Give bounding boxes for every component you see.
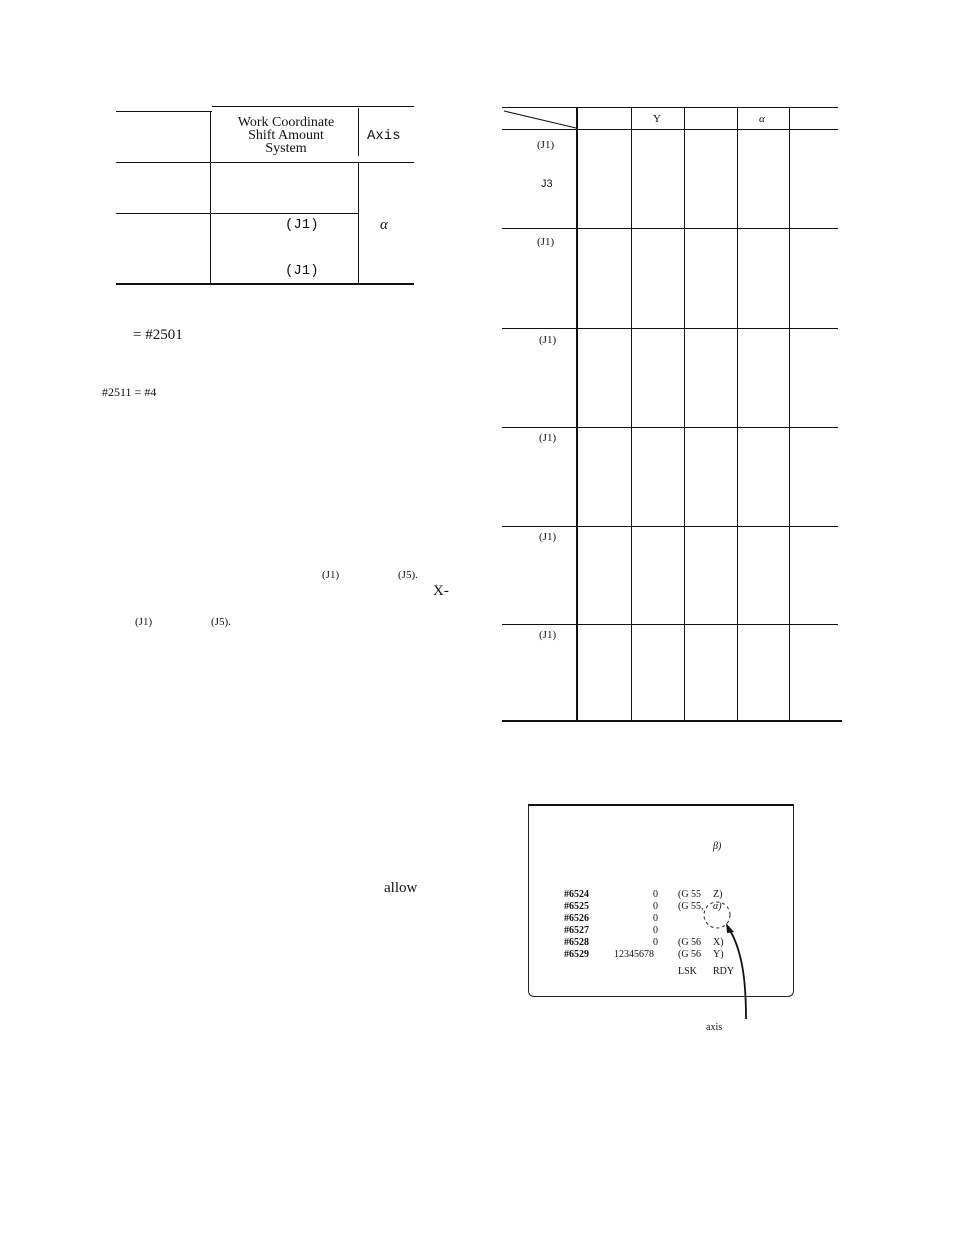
status-lsk: LSK — [678, 966, 697, 977]
param-number: #6524 — [564, 889, 589, 900]
row-label-j1: (J1) — [539, 629, 557, 641]
param-axis: X) — [713, 937, 724, 948]
param-note: (G 55, — [678, 901, 704, 912]
word-allow: allow — [384, 880, 418, 896]
status-rdy: RDY — [713, 966, 735, 977]
row-label-j1: (J1) — [539, 531, 557, 543]
header-line: System — [265, 141, 307, 156]
table-header-rule — [116, 162, 414, 163]
right-row-rule — [502, 328, 838, 329]
row-label-j1: (J1) — [537, 236, 555, 248]
param-value: 12345678 — [614, 949, 654, 960]
param-axis: Z) — [713, 889, 723, 900]
equation-2511: #2511 = #4 — [102, 385, 157, 399]
right-col-divider — [576, 107, 578, 722]
right-col-divider — [631, 107, 632, 721]
param-axis: α) — [713, 901, 722, 912]
ref-x-axis: X- — [433, 583, 449, 599]
caption-axis: axis — [706, 1022, 723, 1033]
table-header-axis: Axis — [367, 128, 401, 144]
table-axis-alpha: α — [380, 217, 388, 233]
header-y: Y — [653, 113, 661, 125]
param-axis: Y) — [713, 949, 724, 960]
ref-j5: (J5). — [398, 569, 418, 581]
table-cell-j1: (J1) — [285, 217, 319, 233]
param-note: (G 56 — [678, 949, 702, 960]
right-row-rule — [502, 228, 838, 229]
row-label-j3: J3 — [541, 178, 553, 190]
right-col-divider — [789, 107, 790, 721]
right-row-rule — [502, 624, 838, 625]
param-value: 0 — [653, 937, 658, 948]
ref-j1: (J1) — [322, 569, 340, 581]
table-top-rule — [116, 111, 212, 112]
param-value: 0 — [653, 913, 658, 924]
param-number: #6529 — [564, 949, 589, 960]
table-bottom-rule — [116, 283, 414, 285]
row-label-j1: (J1) — [539, 432, 557, 444]
screen-beta: β) — [713, 841, 722, 852]
table-cell-j1: (J1) — [285, 263, 319, 279]
param-value: 0 — [653, 889, 658, 900]
param-note: (G 56 — [678, 937, 702, 948]
ref-j5: (J5). — [211, 616, 231, 628]
param-number: #6525 — [564, 901, 589, 912]
table-header-shift-amount — [214, 116, 358, 155]
right-row-rule — [502, 427, 838, 428]
ref-j1: (J1) — [135, 616, 153, 628]
right-row-rule — [502, 526, 838, 527]
table-top-rule-right — [212, 106, 414, 107]
right-col-divider — [684, 107, 685, 721]
param-note: (G 55 — [678, 889, 702, 900]
row-label-j1: (J1) — [537, 139, 555, 151]
right-table-bottom-rule — [502, 720, 842, 722]
param-number: #6527 — [564, 925, 589, 936]
callout-pointer-icon — [700, 894, 760, 1024]
param-value: 0 — [653, 925, 658, 936]
param-number: #6528 — [564, 937, 589, 948]
row-label-j1: (J1) — [539, 334, 557, 346]
table-col-divider-2 — [358, 108, 359, 156]
right-col-divider — [737, 107, 738, 721]
header-line: Work Coordinate — [237, 115, 335, 130]
param-value: 0 — [653, 901, 658, 912]
table-mid-rule — [116, 213, 358, 214]
param-number: #6526 — [564, 913, 589, 924]
table-col-divider-2b — [358, 163, 359, 283]
equation-2501: = #2501 — [133, 327, 183, 343]
table-col-divider-1 — [210, 111, 211, 284]
header-alpha: α — [759, 113, 765, 125]
diagonal-header-icon — [502, 108, 578, 130]
header-line: Shift Amount — [248, 128, 324, 143]
